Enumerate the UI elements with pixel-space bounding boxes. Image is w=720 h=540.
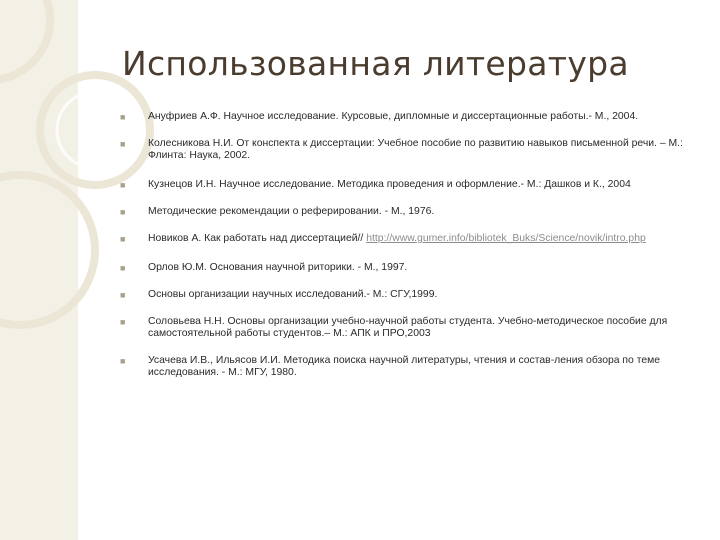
reference-text: Основы организации научных исследований.- М.: СГУ,1999. [148,289,438,300]
square-bullet-icon: ■ [120,180,126,190]
reference-text: Орлов Ю.М. Основания научной риторики. - М., 1997. [148,262,408,273]
reference-text: Кузнецов И.Н. Научное исследование. Методика проведения и оформление.- М.: Дашков и К., 2004 [148,179,631,190]
reference-item [116,111,706,123]
square-bullet-icon: ■ [120,139,126,149]
reference-text: Колесникова Н.И. От конспекта к диссертации: Учебное пособие по развитию навыков письменной речи. – М.: Флинта: Наука, 2002. [148,138,683,161]
square-bullet-icon: ■ [120,356,126,366]
reference-text: Методические рекомендации о реферировании. - М., 1976. [148,206,435,217]
square-bullet-icon: ■ [120,234,126,244]
reference-link[interactable]: http://www.gumer.info/bibliotek_Buks/Science/novik/intro.php [366,233,646,244]
reference-text: Новиков А. Как работать над диссертацией// [148,233,367,244]
square-bullet-icon: ■ [120,207,126,217]
square-bullet-icon: ■ [120,290,126,300]
slide-title: Использованная литература [122,44,629,83]
reference-list [116,111,706,394]
reference-item [116,262,706,274]
reference-item [116,206,706,218]
square-bullet-icon: ■ [120,317,126,327]
reference-item [116,289,706,301]
reference-text: Усачева И.В., Ильясов И.И. Методика поиска научной литературы, чтения и состав-ления обзора по теме исследования. - М.: МГУ, 1980. [148,355,661,378]
square-bullet-icon: ■ [120,112,126,122]
reference-item [116,355,706,379]
reference-item [116,179,706,191]
reference-item [116,316,706,340]
reference-text: Соловьева Н.Н. Основы организации учебно-научной работы студента. Учебно-методическое пособие для самостоятельной работы студентов.– М.: АПК и ПРО,2003 [148,316,668,339]
square-bullet-icon: ■ [120,263,126,273]
reference-item [116,233,706,245]
reference-text: Ануфриев А.Ф. Научное исследование. Курсовые, дипломные и диссертационные работы.- М., 2004. [148,111,639,122]
reference-item [116,138,706,162]
